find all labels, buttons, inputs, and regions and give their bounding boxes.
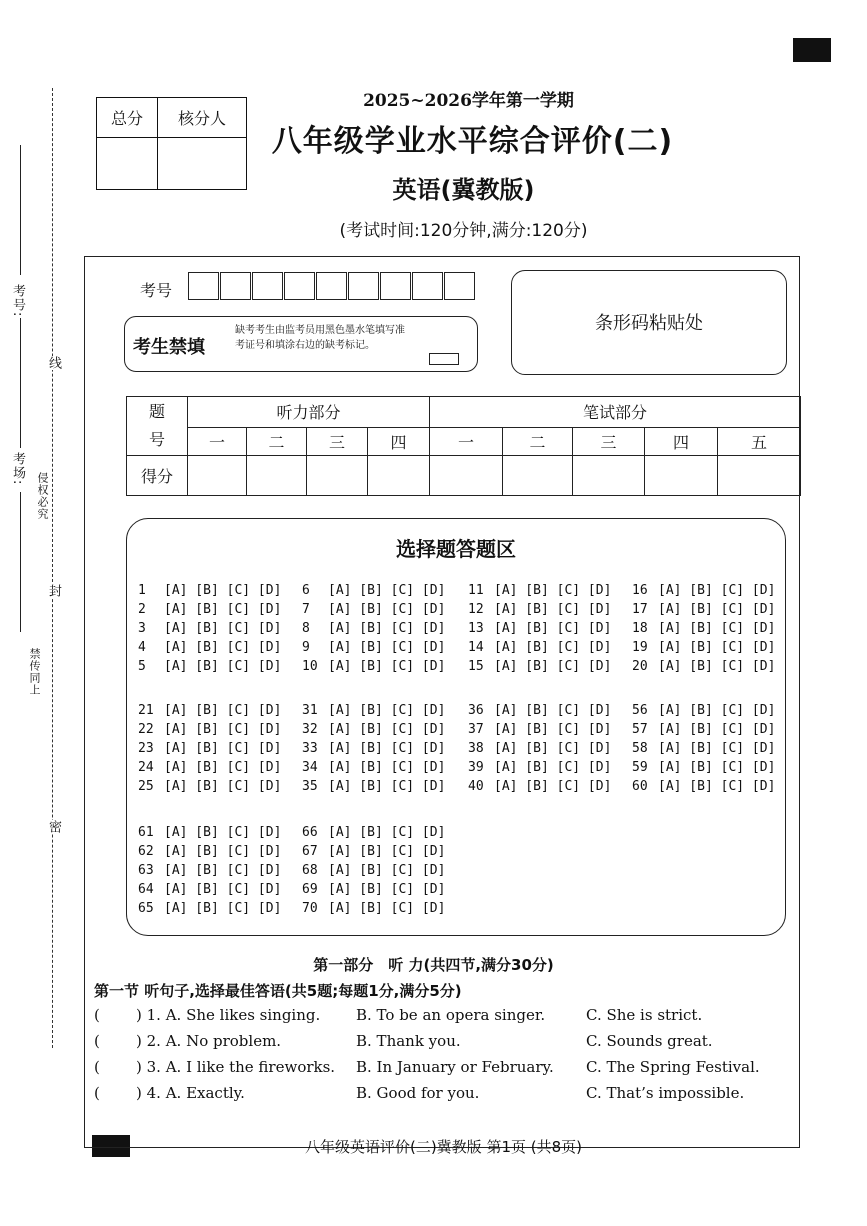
question-number: 5 <box>138 659 146 674</box>
question-number: 24 <box>138 760 154 775</box>
question-number: 8 <box>302 621 310 636</box>
answer-bubble-row[interactable] <box>302 882 445 897</box>
restricted-fill-box <box>124 316 478 372</box>
answer-options[interactable]: [A] [B] [C] [D] <box>328 863 446 878</box>
answer-options[interactable]: [A] [B] [C] [D] <box>164 703 282 718</box>
answer-bubble-row[interactable] <box>138 602 281 617</box>
question-number: 1 <box>138 583 146 598</box>
q4-option-b: B. Good for you. <box>356 1084 480 1102</box>
answer-bubble-row[interactable] <box>468 602 611 617</box>
answer-options[interactable]: [A] [B] [C] [D] <box>164 779 282 794</box>
answer-options[interactable]: [A] [B] [C] [D] <box>658 621 776 636</box>
exam-room-underline <box>20 318 21 448</box>
answer-options[interactable]: [A] [B] [C] [D] <box>658 640 776 655</box>
score-cell[interactable] <box>188 456 247 496</box>
question-number: 63 <box>138 863 154 878</box>
question-number: 62 <box>138 844 154 859</box>
question-number: 2 <box>138 602 146 617</box>
answer-options[interactable]: [A] [B] [C] [D] <box>494 741 612 756</box>
answer-options[interactable]: [A] [B] [C] [D] <box>164 722 282 737</box>
q3-option-b: B. In January or February. <box>356 1058 554 1076</box>
writing-part-3: 三 <box>573 427 645 455</box>
margin-exam-room-label: 考场: <box>10 452 25 486</box>
answer-bubble-row[interactable] <box>632 583 775 598</box>
answer-bubble-row[interactable] <box>632 640 775 655</box>
answer-bubble-row[interactable] <box>302 760 445 775</box>
answer-bubble-row[interactable] <box>468 722 611 737</box>
score-cell[interactable] <box>307 456 368 496</box>
answer-bubble-row[interactable] <box>468 741 611 756</box>
answer-options[interactable]: [A] [B] [C] [D] <box>328 779 446 794</box>
answer-bubble-row[interactable] <box>468 703 611 718</box>
writing-part-4: 四 <box>645 427 718 455</box>
answer-options[interactable]: [A] [B] [C] [D] <box>328 659 446 674</box>
q4-option-a: ) 4. A. Exactly. <box>136 1084 245 1102</box>
question-number: 61 <box>138 825 154 840</box>
answer-bubble-row[interactable] <box>302 863 445 878</box>
exam-number-cell[interactable] <box>284 272 315 300</box>
q4-option-c: C. That’s impossible. <box>586 1084 745 1102</box>
answer-options[interactable]: [A] [B] [C] [D] <box>328 825 446 840</box>
page-footer: 八年级英语评价(二)冀教版 第1页 (共8页) <box>304 1138 583 1156</box>
score-cell[interactable] <box>247 456 307 496</box>
question-number: 25 <box>138 779 154 794</box>
answer-bubble-row[interactable] <box>468 760 611 775</box>
name-underline <box>20 492 21 632</box>
answer-options[interactable]: [A] [B] [C] [D] <box>164 583 282 598</box>
question-number: 37 <box>468 722 484 737</box>
score-checker-header: 核分人 <box>158 98 247 138</box>
answer-options[interactable]: [A] [B] [C] [D] <box>164 640 282 655</box>
q1-option-c: C. She is strict. <box>586 1006 703 1024</box>
writing-part-5: 五 <box>718 427 801 455</box>
answer-bubble-row[interactable] <box>468 779 611 794</box>
exam-number-label: 考号 <box>140 281 173 300</box>
section-score-table <box>126 396 801 496</box>
exam-number-cell[interactable] <box>348 272 379 300</box>
answer-bubble-row[interactable] <box>468 640 611 655</box>
question-number: 68 <box>302 863 318 878</box>
answer-options[interactable]: [A] [B] [C] [D] <box>494 640 612 655</box>
answer-options[interactable]: [A] [B] [C] [D] <box>658 760 776 775</box>
answer-bubble-row[interactable] <box>302 583 445 598</box>
listening-part-3: 三 <box>307 427 368 455</box>
answer-bubble-row[interactable] <box>138 901 281 916</box>
score-cell[interactable] <box>430 456 503 496</box>
answer-bubble-row[interactable] <box>468 659 611 674</box>
answer-options[interactable]: [A] [B] [C] [D] <box>328 640 446 655</box>
answer-bubble-row[interactable] <box>632 621 775 636</box>
question-number: 67 <box>302 844 318 859</box>
listening-header: 听力部分 <box>188 397 430 428</box>
q1-paren[interactable]: ( <box>94 1006 100 1024</box>
q3-option-c: C. The Spring Festival. <box>586 1058 760 1076</box>
question-number: 19 <box>632 640 648 655</box>
q1-option-b: B. To be an opera singer. <box>356 1006 546 1024</box>
answer-options[interactable]: [A] [B] [C] [D] <box>658 602 776 617</box>
number-char: 号 <box>148 430 165 449</box>
question-number: 60 <box>632 779 648 794</box>
question-number: 13 <box>468 621 484 636</box>
margin-secret-label: 密 <box>46 820 61 834</box>
answer-options[interactable]: [A] [B] [C] [D] <box>164 825 282 840</box>
answer-bubble-row[interactable] <box>632 741 775 756</box>
question-number: 57 <box>632 722 648 737</box>
answer-bubble-row[interactable] <box>632 779 775 794</box>
question-number: 66 <box>302 825 318 840</box>
answer-options[interactable]: [A] [B] [C] [D] <box>164 659 282 674</box>
question-number: 20 <box>632 659 648 674</box>
question-number: 38 <box>468 741 484 756</box>
answer-options[interactable]: [A] [B] [C] [D] <box>658 703 776 718</box>
answer-bubble-row[interactable] <box>468 583 611 598</box>
choice-area-title: 选择题答题区 <box>396 537 516 561</box>
answer-bubble-row[interactable] <box>138 640 281 655</box>
question-number: 39 <box>468 760 484 775</box>
answer-options[interactable]: [A] [B] [C] [D] <box>164 863 282 878</box>
q2-paren[interactable]: ( <box>94 1032 100 1050</box>
answer-bubble-row[interactable] <box>138 659 281 674</box>
answer-bubble-row[interactable] <box>138 779 281 794</box>
answer-bubble-row[interactable] <box>302 640 445 655</box>
margin-seal-label: 封 <box>46 584 61 598</box>
answer-options[interactable]: [A] [B] [C] [D] <box>494 760 612 775</box>
answer-options[interactable]: [A] [B] [C] [D] <box>164 901 282 916</box>
margin-exam-no-label: 考号: <box>10 284 25 318</box>
exam-number-cell[interactable] <box>316 272 347 300</box>
restricted-label: 考生禁填 <box>133 337 205 358</box>
answer-options[interactable]: [A] [B] [C] [D] <box>494 722 612 737</box>
exam-number-cell[interactable] <box>380 272 411 300</box>
question-number: 36 <box>468 703 484 718</box>
question-number: 34 <box>302 760 318 775</box>
answer-options[interactable]: [A] [B] [C] [D] <box>328 882 446 897</box>
answer-bubble-row[interactable] <box>302 659 445 674</box>
answer-bubble-row[interactable] <box>138 722 281 737</box>
question-number: 22 <box>138 722 154 737</box>
question-number: 58 <box>632 741 648 756</box>
q1-option-a: ) 1. A. She likes singing. <box>136 1006 321 1024</box>
answer-bubble-row[interactable] <box>632 722 775 737</box>
answer-bubble-row[interactable] <box>138 703 281 718</box>
question-number: 21 <box>138 703 154 718</box>
answer-options[interactable]: [A] [B] [C] [D] <box>328 703 446 718</box>
exam-number-grid[interactable] <box>188 272 476 300</box>
answer-bubble-row[interactable] <box>138 741 281 756</box>
answer-bubble-row[interactable] <box>138 844 281 859</box>
margin-warning-rights: 侵权必究 <box>36 472 49 520</box>
exam-number-cell[interactable] <box>252 272 283 300</box>
exam-number-cell[interactable] <box>412 272 443 300</box>
question-number: 70 <box>302 901 318 916</box>
answer-bubble-row[interactable] <box>302 779 445 794</box>
answer-bubble-row[interactable] <box>632 703 775 718</box>
writing-part-1: 一 <box>430 427 503 455</box>
answer-options[interactable]: [A] [B] [C] [D] <box>494 659 612 674</box>
answer-options[interactable]: [A] [B] [C] [D] <box>658 659 776 674</box>
answer-options[interactable]: [A] [B] [C] [D] <box>164 741 282 756</box>
answer-bubble-row[interactable] <box>138 863 281 878</box>
answer-bubble-row[interactable] <box>302 621 445 636</box>
question-number-header <box>127 397 188 456</box>
answer-options[interactable]: [A] [B] [C] [D] <box>494 583 612 598</box>
q3-option-a: ) 3. A. I like the fireworks. <box>136 1058 336 1076</box>
q3-paren[interactable]: ( <box>94 1058 100 1076</box>
answer-bubble-row[interactable] <box>138 760 281 775</box>
section-heading: 第一部分 听 力(共四节,满分30分) <box>313 956 554 974</box>
answer-options[interactable]: [A] [B] [C] [D] <box>164 760 282 775</box>
answer-options[interactable]: [A] [B] [C] [D] <box>328 844 446 859</box>
question-number: 11 <box>468 583 484 598</box>
exam-no-underline <box>20 145 21 275</box>
answer-options[interactable]: [A] [B] [C] [D] <box>494 779 612 794</box>
question-number: 15 <box>468 659 484 674</box>
answer-bubble-row[interactable] <box>138 882 281 897</box>
answer-bubble-row[interactable] <box>632 760 775 775</box>
margin-warning-share: 禁传同上 <box>28 648 41 696</box>
score-cell[interactable] <box>368 456 430 496</box>
question-number: 12 <box>468 602 484 617</box>
question-number: 7 <box>302 602 310 617</box>
answer-options[interactable]: [A] [B] [C] [D] <box>328 583 446 598</box>
question-number: 17 <box>632 602 648 617</box>
answer-bubble-row[interactable] <box>632 659 775 674</box>
answer-options[interactable]: [A] [B] [C] [D] <box>164 844 282 859</box>
answer-options[interactable]: [A] [B] [C] [D] <box>164 602 282 617</box>
answer-bubble-row[interactable] <box>138 583 281 598</box>
answer-bubble-row[interactable] <box>302 703 445 718</box>
score-cell[interactable] <box>573 456 645 496</box>
question-number: 59 <box>632 760 648 775</box>
answer-options[interactable]: [A] [B] [C] [D] <box>328 901 446 916</box>
answer-options[interactable]: [A] [B] [C] [D] <box>328 741 446 756</box>
answer-options[interactable]: [A] [B] [C] [D] <box>328 760 446 775</box>
question-number: 23 <box>138 741 154 756</box>
answer-bubble-row[interactable] <box>302 741 445 756</box>
answer-options[interactable]: [A] [B] [C] [D] <box>658 722 776 737</box>
question-number: 14 <box>468 640 484 655</box>
question-number: 31 <box>302 703 318 718</box>
question-number: 10 <box>302 659 318 674</box>
answer-bubble-row[interactable] <box>138 825 281 840</box>
answer-bubble-row[interactable] <box>138 621 281 636</box>
answer-bubble-row[interactable] <box>302 602 445 617</box>
answer-bubble-row[interactable] <box>302 844 445 859</box>
answer-bubble-row[interactable] <box>632 602 775 617</box>
restricted-instructions: 缺考考生由监考员用黑色墨水笔填写准考证号和填涂右边的缺考标记。 <box>235 325 405 351</box>
answer-options[interactable]: [A] [B] [C] [D] <box>328 621 446 636</box>
answer-bubble-row[interactable] <box>302 901 445 916</box>
question-number: 9 <box>302 640 310 655</box>
question-number: 69 <box>302 882 318 897</box>
listening-part-4: 四 <box>368 427 430 455</box>
question-number: 6 <box>302 583 310 598</box>
question-number: 35 <box>302 779 318 794</box>
margin-line-label: 线 <box>46 356 61 370</box>
q2-option-b: B. Thank you. <box>356 1032 461 1050</box>
answer-options[interactable]: [A] [B] [C] [D] <box>494 703 612 718</box>
exam-number-cell[interactable] <box>220 272 251 300</box>
question-number: 3 <box>138 621 146 636</box>
answer-options[interactable]: [A] [B] [C] [D] <box>494 621 612 636</box>
answer-options[interactable]: [A] [B] [C] [D] <box>164 621 282 636</box>
writing-part-2: 二 <box>503 427 573 455</box>
listening-part-2: 二 <box>247 427 307 455</box>
q2-option-c: C. Sounds great. <box>586 1032 713 1050</box>
question-number: 4 <box>138 640 146 655</box>
question-number: 32 <box>302 722 318 737</box>
question-number: 56 <box>632 703 648 718</box>
exam-number-cell[interactable] <box>188 272 219 300</box>
writing-header: 笔试部分 <box>430 397 801 428</box>
answer-options[interactable]: [A] [B] [C] [D] <box>328 602 446 617</box>
subject-title: 英语(冀教版) <box>392 176 535 204</box>
term-heading: 2025~2026学年第一学期 <box>363 91 574 111</box>
page-title: 八年级学业水平综合评价(二) <box>271 124 674 159</box>
question-number: 18 <box>632 621 648 636</box>
section-subheading: 第一节 听句子,选择最佳答语(共5题;每题1分,满分5分) <box>94 982 462 1000</box>
q2-option-a: ) 2. A. No problem. <box>136 1032 282 1050</box>
q4-paren[interactable]: ( <box>94 1084 100 1102</box>
answer-options[interactable]: [A] [B] [C] [D] <box>164 882 282 897</box>
answer-options[interactable]: [A] [B] [C] [D] <box>494 602 612 617</box>
question-number: 16 <box>632 583 648 598</box>
total-score-header: 总分 <box>97 98 158 138</box>
answer-options[interactable]: [A] [B] [C] [D] <box>658 741 776 756</box>
question-number: 64 <box>138 882 154 897</box>
question-char: 题 <box>148 402 165 421</box>
question-number: 33 <box>302 741 318 756</box>
answer-options[interactable]: [A] [B] [C] [D] <box>658 583 776 598</box>
question-number: 40 <box>468 779 484 794</box>
answer-options[interactable]: [A] [B] [C] [D] <box>658 779 776 794</box>
absent-mark-box[interactable] <box>429 353 459 365</box>
answer-options[interactable]: [A] [B] [C] [D] <box>328 722 446 737</box>
exam-number-cell[interactable] <box>444 272 475 300</box>
score-cell[interactable] <box>645 456 718 496</box>
barcode-area: 条形码粘贴处 <box>511 270 787 375</box>
score-cell[interactable] <box>718 456 801 496</box>
answer-bubble-row[interactable] <box>302 722 445 737</box>
score-cell[interactable] <box>503 456 573 496</box>
exam-info: (考试时间:120分钟,满分:120分) <box>339 221 588 241</box>
question-number: 65 <box>138 901 154 916</box>
listening-part-1: 一 <box>188 427 247 455</box>
answer-bubble-row[interactable] <box>468 621 611 636</box>
score-row-label: 得分 <box>127 456 188 496</box>
alignment-mark-top <box>793 38 831 62</box>
answer-bubble-row[interactable] <box>302 825 445 840</box>
